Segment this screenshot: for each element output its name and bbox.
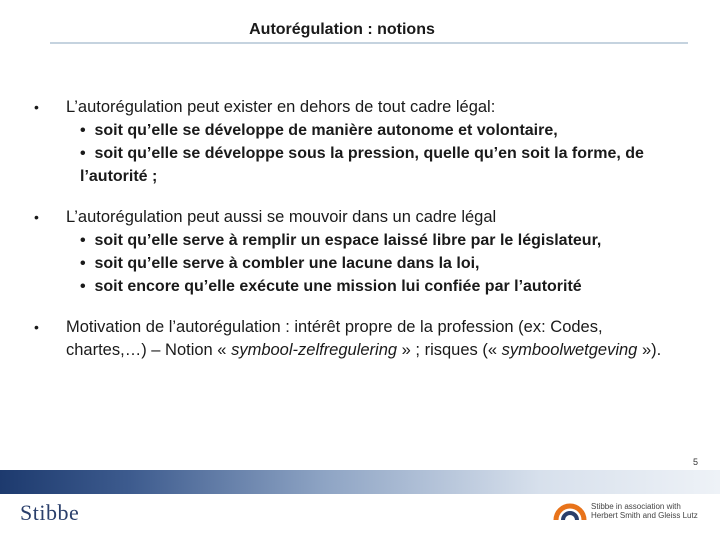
footer-gradient-bar: [0, 470, 720, 494]
sub-bullet: [80, 275, 666, 298]
sub-bullet-symbol: •: [80, 232, 86, 249]
sub-bullet: [80, 252, 666, 275]
sub-bullet-text: soit qu’elle serve à remplir un espace laissé libre par le législateur,: [94, 232, 602, 249]
sub-bullet-text: soit qu’elle serve à combler une lacune dans la loi,: [94, 255, 480, 272]
sub-bullet-text: soit qu’elle se développe sous la pression, quelle qu’en soit la forme, de l’autorité ;: [80, 145, 644, 185]
sub-bullet-symbol: •: [80, 255, 86, 272]
bullet-text-part: » ; risques («: [397, 341, 502, 359]
page-number: 5: [693, 457, 699, 467]
bullet-text: L’autorégulation peut exister en dehors de tout cadre légal:: [66, 98, 496, 116]
bullet-text: [66, 316, 664, 362]
bullet-text-part: Motivation de l’autorégulation : intérêt propre de la profession (ex: Codes, chartes,…) – Notion «: [66, 318, 603, 359]
sub-bullet-symbol: •: [80, 145, 86, 162]
bullet-symbol: •: [34, 319, 39, 335]
partner-line-1: Stibbe in association with: [591, 502, 681, 511]
sub-bullet-symbol: •: [80, 278, 86, 295]
partner-text: [591, 502, 719, 520]
bullet-symbol: •: [34, 209, 39, 225]
sub-bullet: [80, 142, 666, 188]
title-divider: [50, 42, 688, 44]
italic-term: symbool-zelfregulering: [231, 341, 398, 359]
bullet-symbol: •: [34, 99, 39, 115]
sub-bullet-text: soit qu’elle se développe de manière autonome et volontaire,: [94, 122, 558, 139]
bullet-text-part: »).: [637, 341, 662, 359]
bullet-text: L’autorégulation peut aussi se mouvoir dans un cadre légal: [66, 208, 497, 226]
sub-bullet-symbol: •: [80, 122, 86, 139]
sub-bullet: [80, 119, 666, 142]
stibbe-logo: Stibbe: [20, 500, 80, 525]
partner-logo-icon: [553, 500, 587, 522]
partner-line-2: Herbert Smith and Gleiss Lutz: [591, 511, 698, 520]
slide-title: Autorégulation : notions: [249, 21, 435, 38]
italic-term: symboolwetgeving: [501, 341, 638, 359]
sub-bullet-text: soit encore qu’elle exécute une mission lui confiée par l’autorité: [94, 278, 582, 295]
sub-bullet: [80, 229, 666, 252]
